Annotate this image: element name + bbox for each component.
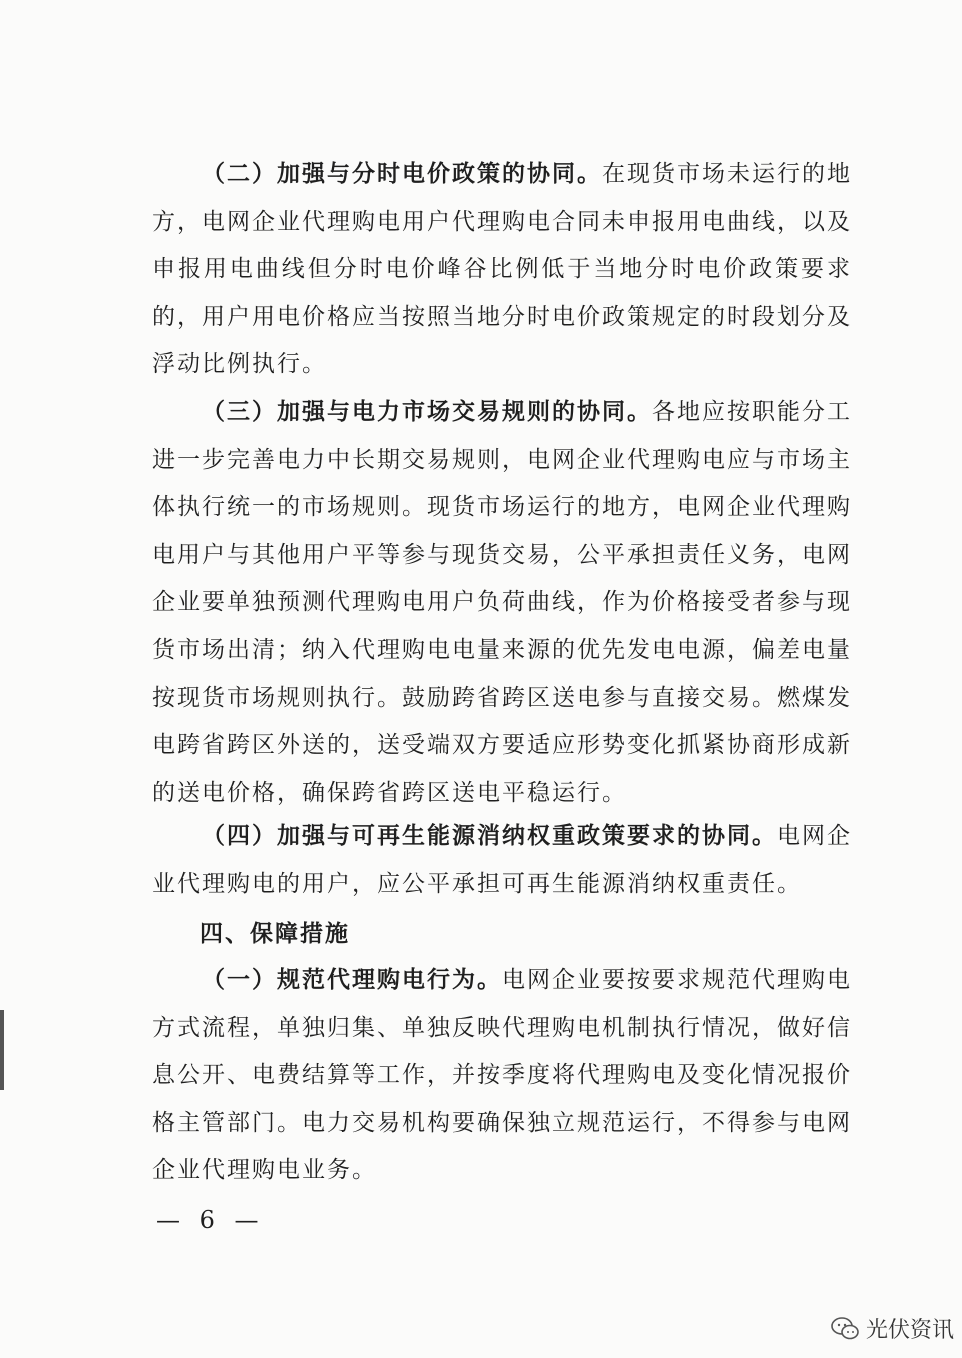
paragraph-renewable-weight — [152, 812, 852, 908]
paragraph-lead: （三）加强与电力市场交易规则的协同。 — [202, 398, 652, 425]
page-number: — 6 — — [156, 1206, 265, 1234]
paragraph-agency-conduct — [152, 956, 852, 1195]
watermark — [830, 1313, 954, 1344]
paragraph-body: 电网企业代理购电的用户，应公平承担可再生能源消纳权重责任。 — [152, 823, 852, 897]
paragraph-lead: （二）加强与分时电价政策的协同。 — [202, 160, 602, 187]
paragraph-time-of-use-pricing — [152, 150, 852, 389]
section-heading: 四、保障措施 — [200, 921, 350, 947]
wechat-icon — [830, 1316, 860, 1342]
paragraph-lead: （四）加强与可再生能源消纳权重政策要求的协同。 — [202, 822, 777, 849]
paragraph-lead: （一）规范代理购电行为。 — [202, 966, 502, 993]
paragraph-body: 各地应按职能分工进一步完善电力中长期交易规则，电网企业代理购电应与市场主体执行统一的市场规则。现货市场运行的地方，电网企业代理购电用户与其他用户平等参与现货交易，公平承担责任义务，电网企业要单独预测代理购电用户负荷曲线，作为价格接受者参与现货市场出清；纳入代理购电电量来源的优先发电电源，偏差电量按现货市场规则执行。鼓励跨省跨区送电参与直接交易。燃煤发电跨省跨区外送的，送受端双方要适应形势变化抓紧协商形成新的送电价格，确保跨省跨区送电平稳运行。 — [152, 399, 852, 806]
watermark-text: 光伏资讯 — [865, 1318, 954, 1343]
paragraph-market-rules — [152, 388, 852, 817]
scan-edge-mark — [0, 1010, 4, 1090]
paragraph-body: 在现货市场未运行的地方，电网企业代理购电用户代理购电合同未申报用电曲线，以及申报用电曲线但分时电价峰谷比例低于当地分时电价政策要求的，用户用电价格应当按照当地分时电价政策规定的时段划分及浮动比例执行。 — [152, 161, 852, 378]
paragraph-body: 电网企业要按要求规范代理购电方式流程，单独归集、单独反映代理购电机制执行情况，做好信息公开、电费结算等工作，并按季度将代理购电及变化情况报价格主管部门。电力交易机构要确保独立规范运行，不得参与电网企业代理购电业务。 — [152, 967, 852, 1184]
